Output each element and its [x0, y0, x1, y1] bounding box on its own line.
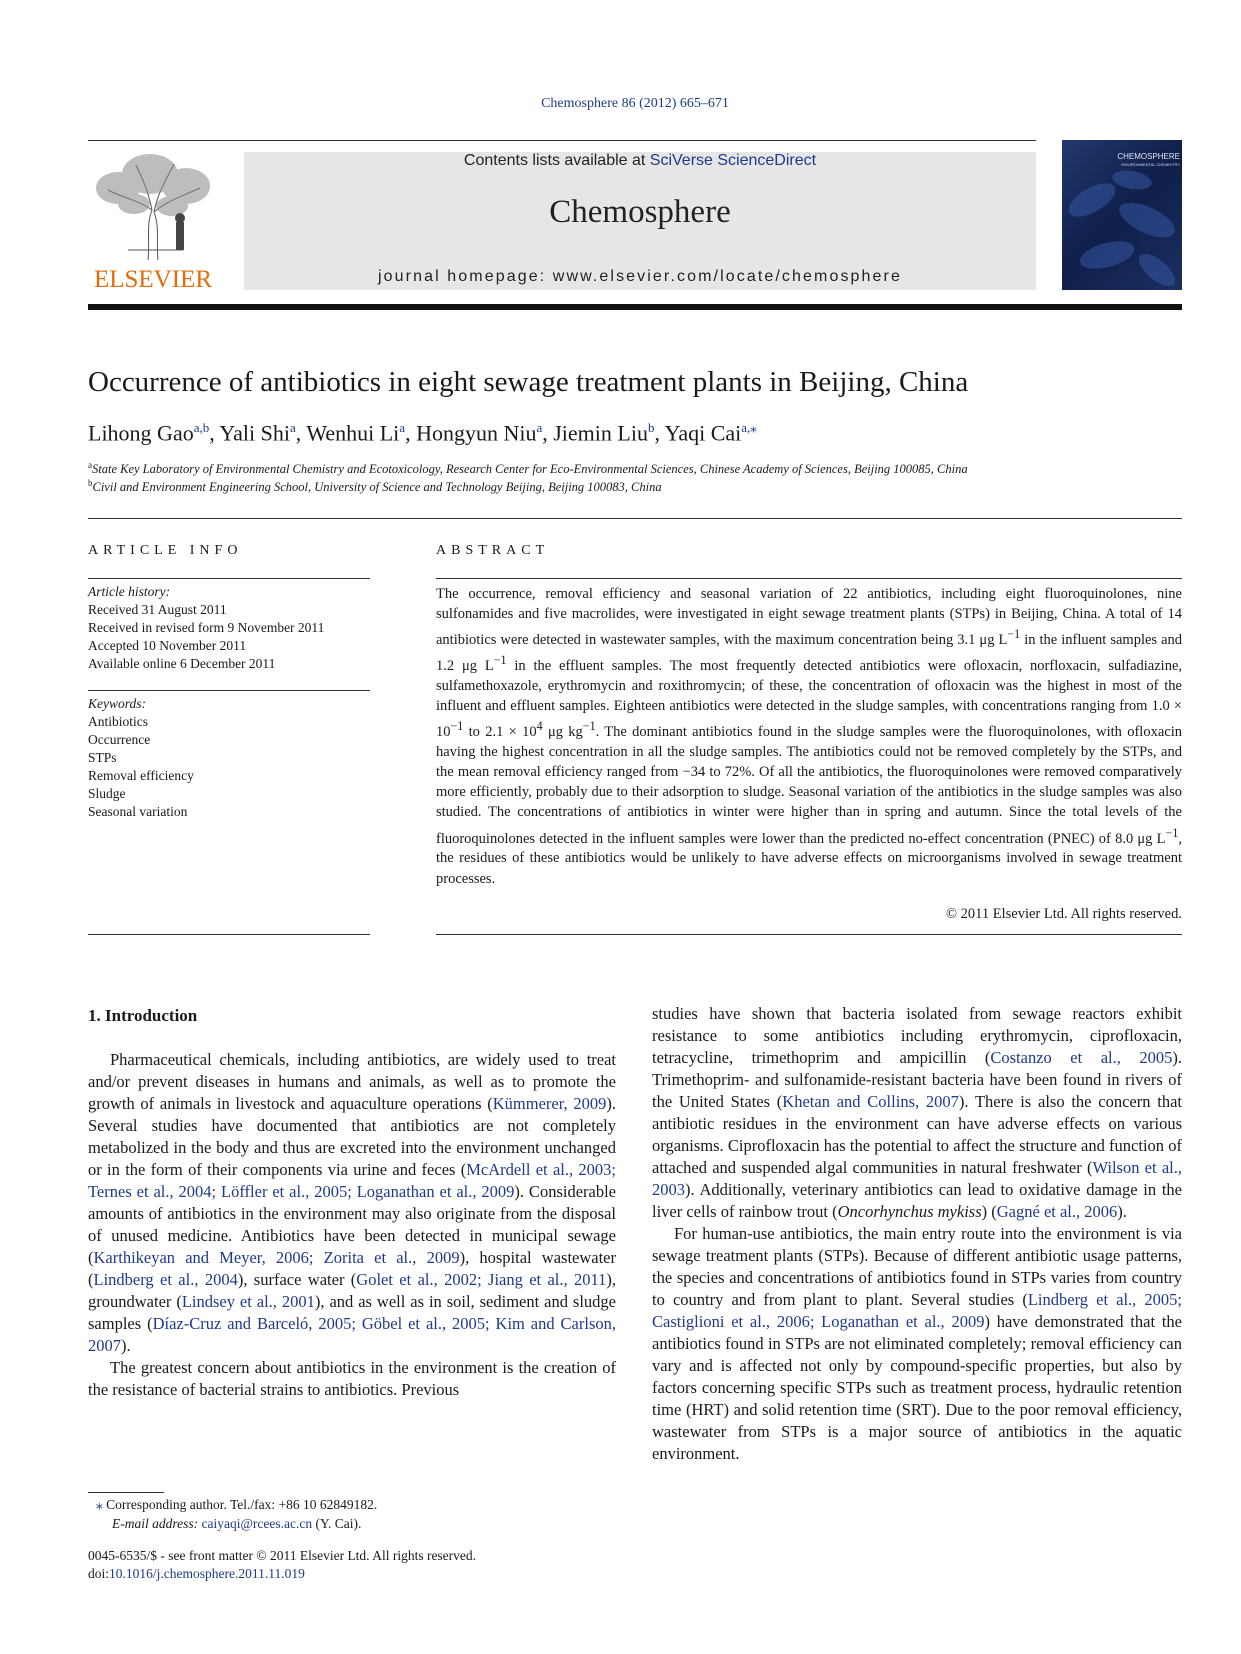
affiliation-b: $^b$Civil and Environment Engineering School, University of Science and Technology Beijing, Beijing 100083, China	[88, 478, 662, 495]
body-text: studies have shown that bacteria isolated from sewage reactors exhibit resistance to some antibiotics including erythromycin, ciprofloxacin, tetracycline, trimethoprim and ampicillin (	[652, 1004, 1182, 1067]
body-text: ). Trimethoprim- and sulfonamide-resistant bacteria have been found in rivers of the United States (	[652, 1048, 1182, 1111]
citation-link[interactable]: Karthikeyan and Meyer, 2006; Zorita et al., 2009	[93, 1248, 460, 1267]
keyword: Sludge	[88, 786, 126, 801]
author-affiliation-mark[interactable]: b	[647, 420, 655, 435]
contents-line: Contents lists available at SciVerse ScienceDirect	[463, 152, 817, 169]
abstract-rule	[436, 578, 1182, 579]
body-text: Oncorhynchus mykiss	[837, 1202, 982, 1221]
history-received: Received 31 August 2011	[88, 602, 227, 617]
article-title: Occurrence of antibiotics in eight sewage treatment plants in Beijing, China	[88, 366, 969, 398]
intro-paragraph-2-cont	[652, 1003, 1182, 1223]
citation-link[interactable]: Khetan and Collins, 2007	[782, 1092, 959, 1111]
keyword: Antibiotics	[88, 714, 148, 729]
history-revised: Received in revised form 9 November 2011	[88, 620, 325, 635]
body-text: ), and as well as in soil, sediment and sludge samples (	[88, 1292, 616, 1333]
abstract-bottom-rule	[436, 934, 1182, 935]
citation-link[interactable]: McArdell et al., 2003; Ternes et al., 2004; Löffler et al., 2005; Loganathan et al., 2009	[88, 1160, 617, 1201]
sciencedirect-link[interactable]: SciVerse ScienceDirect	[649, 152, 817, 169]
abstract-heading: ABSTRACT	[436, 543, 550, 558]
citation-link[interactable]: Lindsey et al., 2001	[181, 1292, 315, 1311]
intro-paragraph-2: The greatest concern about antibiotics in the environment is the creation of the resistance of bacterial strains to antibiotics. Previous	[88, 1358, 616, 1399]
intro-paragraph-3	[652, 1223, 1182, 1465]
body-text: ). Considerable amounts of antibiotics in the environment may also originate from the disposal of unused medicine. Antibiotics have been detected in municipal sewage (	[88, 1182, 616, 1267]
email-link[interactable]: caiyaqi@rcees.ac.cn	[201, 1516, 313, 1531]
citation-link[interactable]: Kümmerer, 2009	[492, 1094, 607, 1113]
body-text: ), surface water (	[237, 1270, 357, 1289]
article-info-heading: ARTICLE INFO	[88, 543, 243, 558]
article-info-bottom-rule	[88, 934, 370, 935]
doi-link[interactable]: 10.1016/j.chemosphere.2011.11.019	[109, 1566, 305, 1581]
body-column-right	[652, 1003, 1182, 1465]
intro-paragraph-1	[88, 1049, 616, 1357]
body-text: Pharmaceutical chemicals, including antibiotics, are widely used to treat and/or prevent diseases in humans and animals, as well as to promote the growth of animals in livestock and aquaculture operations (	[88, 1050, 616, 1113]
author-affiliation-mark[interactable]: a,⁎	[741, 420, 757, 435]
author-name: Lihong Gao	[88, 420, 194, 446]
article-history	[88, 583, 370, 673]
affiliation-rule	[88, 518, 1182, 519]
corresponding-author-note: ⁎ Corresponding author. Tel./fax: +86 10 62849182.	[96, 1497, 378, 1512]
body-text: ) (	[981, 1202, 997, 1221]
citation-link[interactable]: Díaz-Cruz and Barceló, 2005; Göbel et al., 2005; Kim and Carlson, 2007	[88, 1314, 617, 1355]
footnote-rule	[88, 1492, 164, 1493]
body-text: ).	[1117, 1202, 1127, 1221]
citation-link[interactable]: Lindberg et al., 2005; Castiglioni et al., 2006; Loganathan et al., 2009	[652, 1290, 1182, 1331]
email-note: E-mail address: caiyaqi@rcees.ac.cn (Y. Cai).	[112, 1516, 362, 1531]
citation-link[interactable]: Costanzo et al., 2005	[990, 1048, 1173, 1067]
author-affiliation-mark[interactable]: a,b	[193, 420, 210, 435]
body-text: ).	[121, 1336, 131, 1355]
affiliation-a: $^a$State Key Laboratory of Environmental Chemistry and Ecotoxicology, Research Center for Eco-Environmental Sciences, Chinese Academy of Sciences, Beijing 100085, China	[88, 460, 968, 477]
body-text: ), hospital wastewater (	[88, 1248, 616, 1289]
author-name: Yali Shi	[219, 420, 290, 446]
citation-link[interactable]: Wilson et al., 2003	[652, 1158, 1182, 1199]
keyword: STPs	[88, 750, 117, 765]
author-name: Wenhui Li	[306, 420, 400, 446]
body-text: ). Additionally, veterinary antibiotics can lead to oxidative damage in the liver cells of rainbow trout (	[652, 1180, 1182, 1221]
keywords	[88, 695, 370, 821]
cover-subtitle: ENVIRONMENTAL CHEMISTRY	[1121, 162, 1180, 167]
author-name: Jiemin Liu	[553, 420, 648, 446]
citation-link[interactable]: Golet et al., 2002; Jiang et al., 2011	[356, 1270, 607, 1289]
body-text: ), groundwater (	[88, 1270, 617, 1311]
header-rule	[88, 140, 1036, 141]
section-heading-introduction: 1. Introduction	[88, 1006, 198, 1025]
doi-line: doi:10.1016/j.chemosphere.2011.11.019	[88, 1566, 305, 1581]
keywords-rule	[88, 690, 370, 691]
article-info-rule	[88, 578, 370, 579]
keyword: Removal efficiency	[88, 768, 194, 783]
author-name: Yaqi Cai	[664, 420, 742, 446]
elsevier-wordmark: ELSEVIER	[93, 266, 213, 293]
abstract-copyright: © 2011 Elsevier Ltd. All rights reserved.	[946, 906, 1182, 922]
citation-link[interactable]: Lindberg et al., 2004	[93, 1270, 238, 1289]
body-text: ) have demonstrated that the antibiotics found in STPs are not eliminated completely; removal efficiency can vary and is affected not only by compound-specific properties, but also by factors concerning specific STPs such as treatment process, hydraulic retention time (HRT) and solid retention time (SRT). Due to the poor removal efficiency, wastewater from STPs is a major source of antibiotics in the aquatic environment.	[652, 1312, 1182, 1463]
body-column-left	[88, 1049, 616, 1401]
journal-homepage[interactable]: journal homepage: www.elsevier.com/locate/chemosphere	[378, 268, 902, 285]
author-affiliation-mark[interactable]: a	[289, 420, 296, 435]
history-online: Available online 6 December 2011	[88, 656, 276, 671]
body-text: ). There is also the concern that antibiotic residues in the environment can have adverse effects on various organisms. Ciprofloxacin has the potential to affect the structure and function of attached and suspended algal communities in natural freshwater (	[652, 1092, 1182, 1177]
body-text: For human-use antibiotics, the main entry route into the environment is via sewage treatment plants (STPs). Because of different antibiotic usage patterns, the species and concentrations of antibiotics found in STPs varies from country to country and from plant to plant. Several studies (	[652, 1224, 1182, 1309]
keyword: Seasonal variation	[88, 804, 188, 819]
front-matter-line: 0045-6535/$ - see front matter © 2011 Elsevier Ltd. All rights reserved.	[88, 1548, 477, 1563]
history-accepted: Accepted 10 November 2011	[88, 638, 247, 653]
keyword: Occurrence	[88, 732, 151, 747]
citation-link[interactable]: Gagné et al., 2006	[996, 1202, 1118, 1221]
abstract-text: The occurrence, removal efficiency and seasonal variation of 22 antibiotics, including eight fluoroquinolones, nine sulfonamides and five macrolides, were investigated in eight sewage treatment plants (STPs) in Beijing, China. A total of 14 antibiotics were detected in wastewater samples, with the maximum concentration being 3.1 μg $L^{-1}$ in the influent samples and 1.2 μg $L^{-1}$ in the effluent samples. The most frequently detected antibiotics were ofloxacin, norfloxacin, sulfadiazine, sulfamethoxazole, erythromycin and roxithromycin; of these, the concentration of ofloxacin was the highest in most of the influent and effluent samples. Eighteen antibiotics were detected in the sludge samples, with concentrations ranging from $1.0 \times 10^{-1}$ to $2.1 \times 10^4$ μg $kg^{-1}$. The dominant antibiotics found in the sludge samples were the fluoroquinolones, with ofloxacin having the highest concentration in all the sludge samples. The antibiotics could not be removed completely by the STPs, and the mean removal efficiency ranged from −34 to 72%. Of all the antibiotics, the fluoroquinolones were removed comparatively more efficiently, probably due to their adsorption to sludge. Seasonal variation of the antibiotics in the sludge samples was also studied. The concentrations of antibiotics in winter were higher than in spring and autumn. Since the total levels of the fluoroquinolones detected in the influent samples were lower than the predicted no-effect concentration (PNEC) of 8.0 μg $L^{-1}$, the residues of these antibiotics would be unlikely to have adverse effects on microorganisms involved in sewage treatment processes.	[436, 586, 1183, 887]
author-affiliation-mark[interactable]: a	[536, 420, 543, 435]
author-list: Lihong Gao$^{a,b}$, Yali Shi$^a$, Wenhui Li$^a$, Hongyun Niu$^a$, Jiemin Liu$^b$, Yaqi Cai$^{a,⁎}$	[88, 420, 757, 446]
body-text: ). Several studies have documented that antibiotics are not completely metabolized in the body and thus are excreted into the environment unchanged or in the form of their components via urine and feces (	[88, 1094, 616, 1179]
keywords-label: Keywords:	[88, 696, 146, 711]
journal-citation[interactable]: Chemosphere 86 (2012) 665–671	[541, 96, 729, 111]
journal-name: Chemosphere	[549, 194, 731, 230]
cover-title: CHEMOSPHERE	[1117, 152, 1180, 161]
author-name: Hongyun Niu	[416, 420, 537, 446]
history-label: Article history:	[88, 584, 171, 599]
author-affiliation-mark[interactable]: a	[399, 420, 406, 435]
header-thick-rule	[88, 304, 1182, 310]
